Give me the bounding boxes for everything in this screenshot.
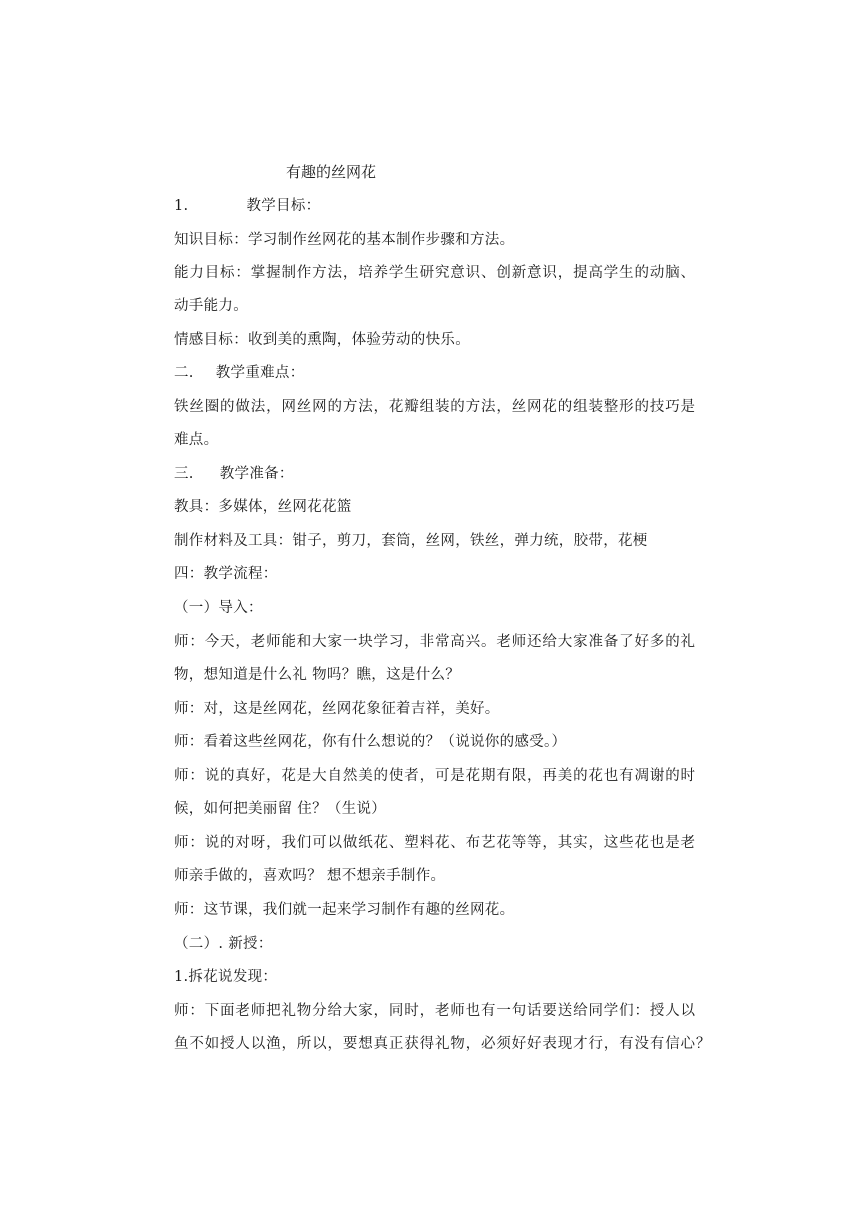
subsection-heading-new-lesson: （二）. 新授： xyxy=(174,936,273,952)
section-label: 教学重难点： xyxy=(215,365,305,381)
paragraph-line: 难点。 xyxy=(174,432,219,448)
section-heading-preparation xyxy=(174,464,294,484)
paragraph-line: 师：这节课，我们就一起来学习制作有趣的丝网花。 xyxy=(174,902,515,918)
paragraph-line: 师：说的真好，花是大自然美的使者，可是花期有限，再美的花也有凋谢的时 xyxy=(174,768,696,784)
section-heading-process: 四：教学流程： xyxy=(174,566,278,582)
paragraph-line: 师：看着这些丝网花，你有什么想说的？（说说你的感受。） xyxy=(174,734,567,750)
subsection-heading-intro: （一）导入： xyxy=(174,600,263,616)
paragraph-line: 物，想知道是什么礼 物吗？瞧，这是什么？ xyxy=(174,667,461,683)
paragraph-line: 铁丝圈的做法，网丝网的方法，花瓣组装的方法，丝网花的组装整形的技巧是 xyxy=(174,399,696,415)
paragraph-line: 师：对，这是丝网花，丝网花象征着吉祥，美好。 xyxy=(174,701,500,717)
paragraph-line: 鱼不如授人以渔，所以，要想真正获得礼物，必须好好表现才行，有没有信心？ xyxy=(174,1036,712,1052)
document-title: 有趣的丝网花 xyxy=(286,163,377,181)
subsection-heading-step-1: 1.拆花说发现： xyxy=(174,969,278,985)
paragraph-line: 师：下面老师把礼物分给大家，同时，老师也有一句话要送给同学们：授人以 xyxy=(174,1003,696,1019)
section-number: 1. xyxy=(174,198,189,214)
paragraph-line: 师：说的对呀，我们可以做纸花、塑料花、布艺花等等，其实，这些花也是老 xyxy=(174,835,696,851)
paragraph-line: 动手能力。 xyxy=(174,298,248,314)
section-label: 教学准备： xyxy=(219,466,294,482)
section-label: 教学目标： xyxy=(246,198,321,214)
paragraph-line: 候，如何把美丽留 住？（生说） xyxy=(174,801,387,817)
section-number: 三. xyxy=(174,466,194,482)
paragraph-line: 情感目标：收到美的熏陶，体验劳动的快乐。 xyxy=(174,332,470,348)
paragraph-line: 制作材料及工具：钳子，剪刀，套筒，丝网，铁丝，弹力统，胶带，花梗 xyxy=(174,533,648,549)
paragraph-line: 能力目标：掌握制作方法，培养学生研究意识、创新意识，提高学生的动脑、 xyxy=(174,265,696,281)
section-number: 二. xyxy=(174,365,194,381)
paragraph-line: 教具：多媒体，丝网花花篮 xyxy=(174,499,352,515)
paragraph-line: 师亲手做的，喜欢吗？ 想不想亲手制作。 xyxy=(174,868,446,884)
section-heading-difficulties xyxy=(174,363,305,383)
paragraph-line: 师：今天，老师能和大家一块学习，非常高兴。老师还给大家准备了好多的礼 xyxy=(174,634,696,650)
section-heading-objectives xyxy=(174,196,320,216)
paragraph-line: 知识目标：学习制作丝网花的基本制作步骤和方法。 xyxy=(174,232,515,248)
